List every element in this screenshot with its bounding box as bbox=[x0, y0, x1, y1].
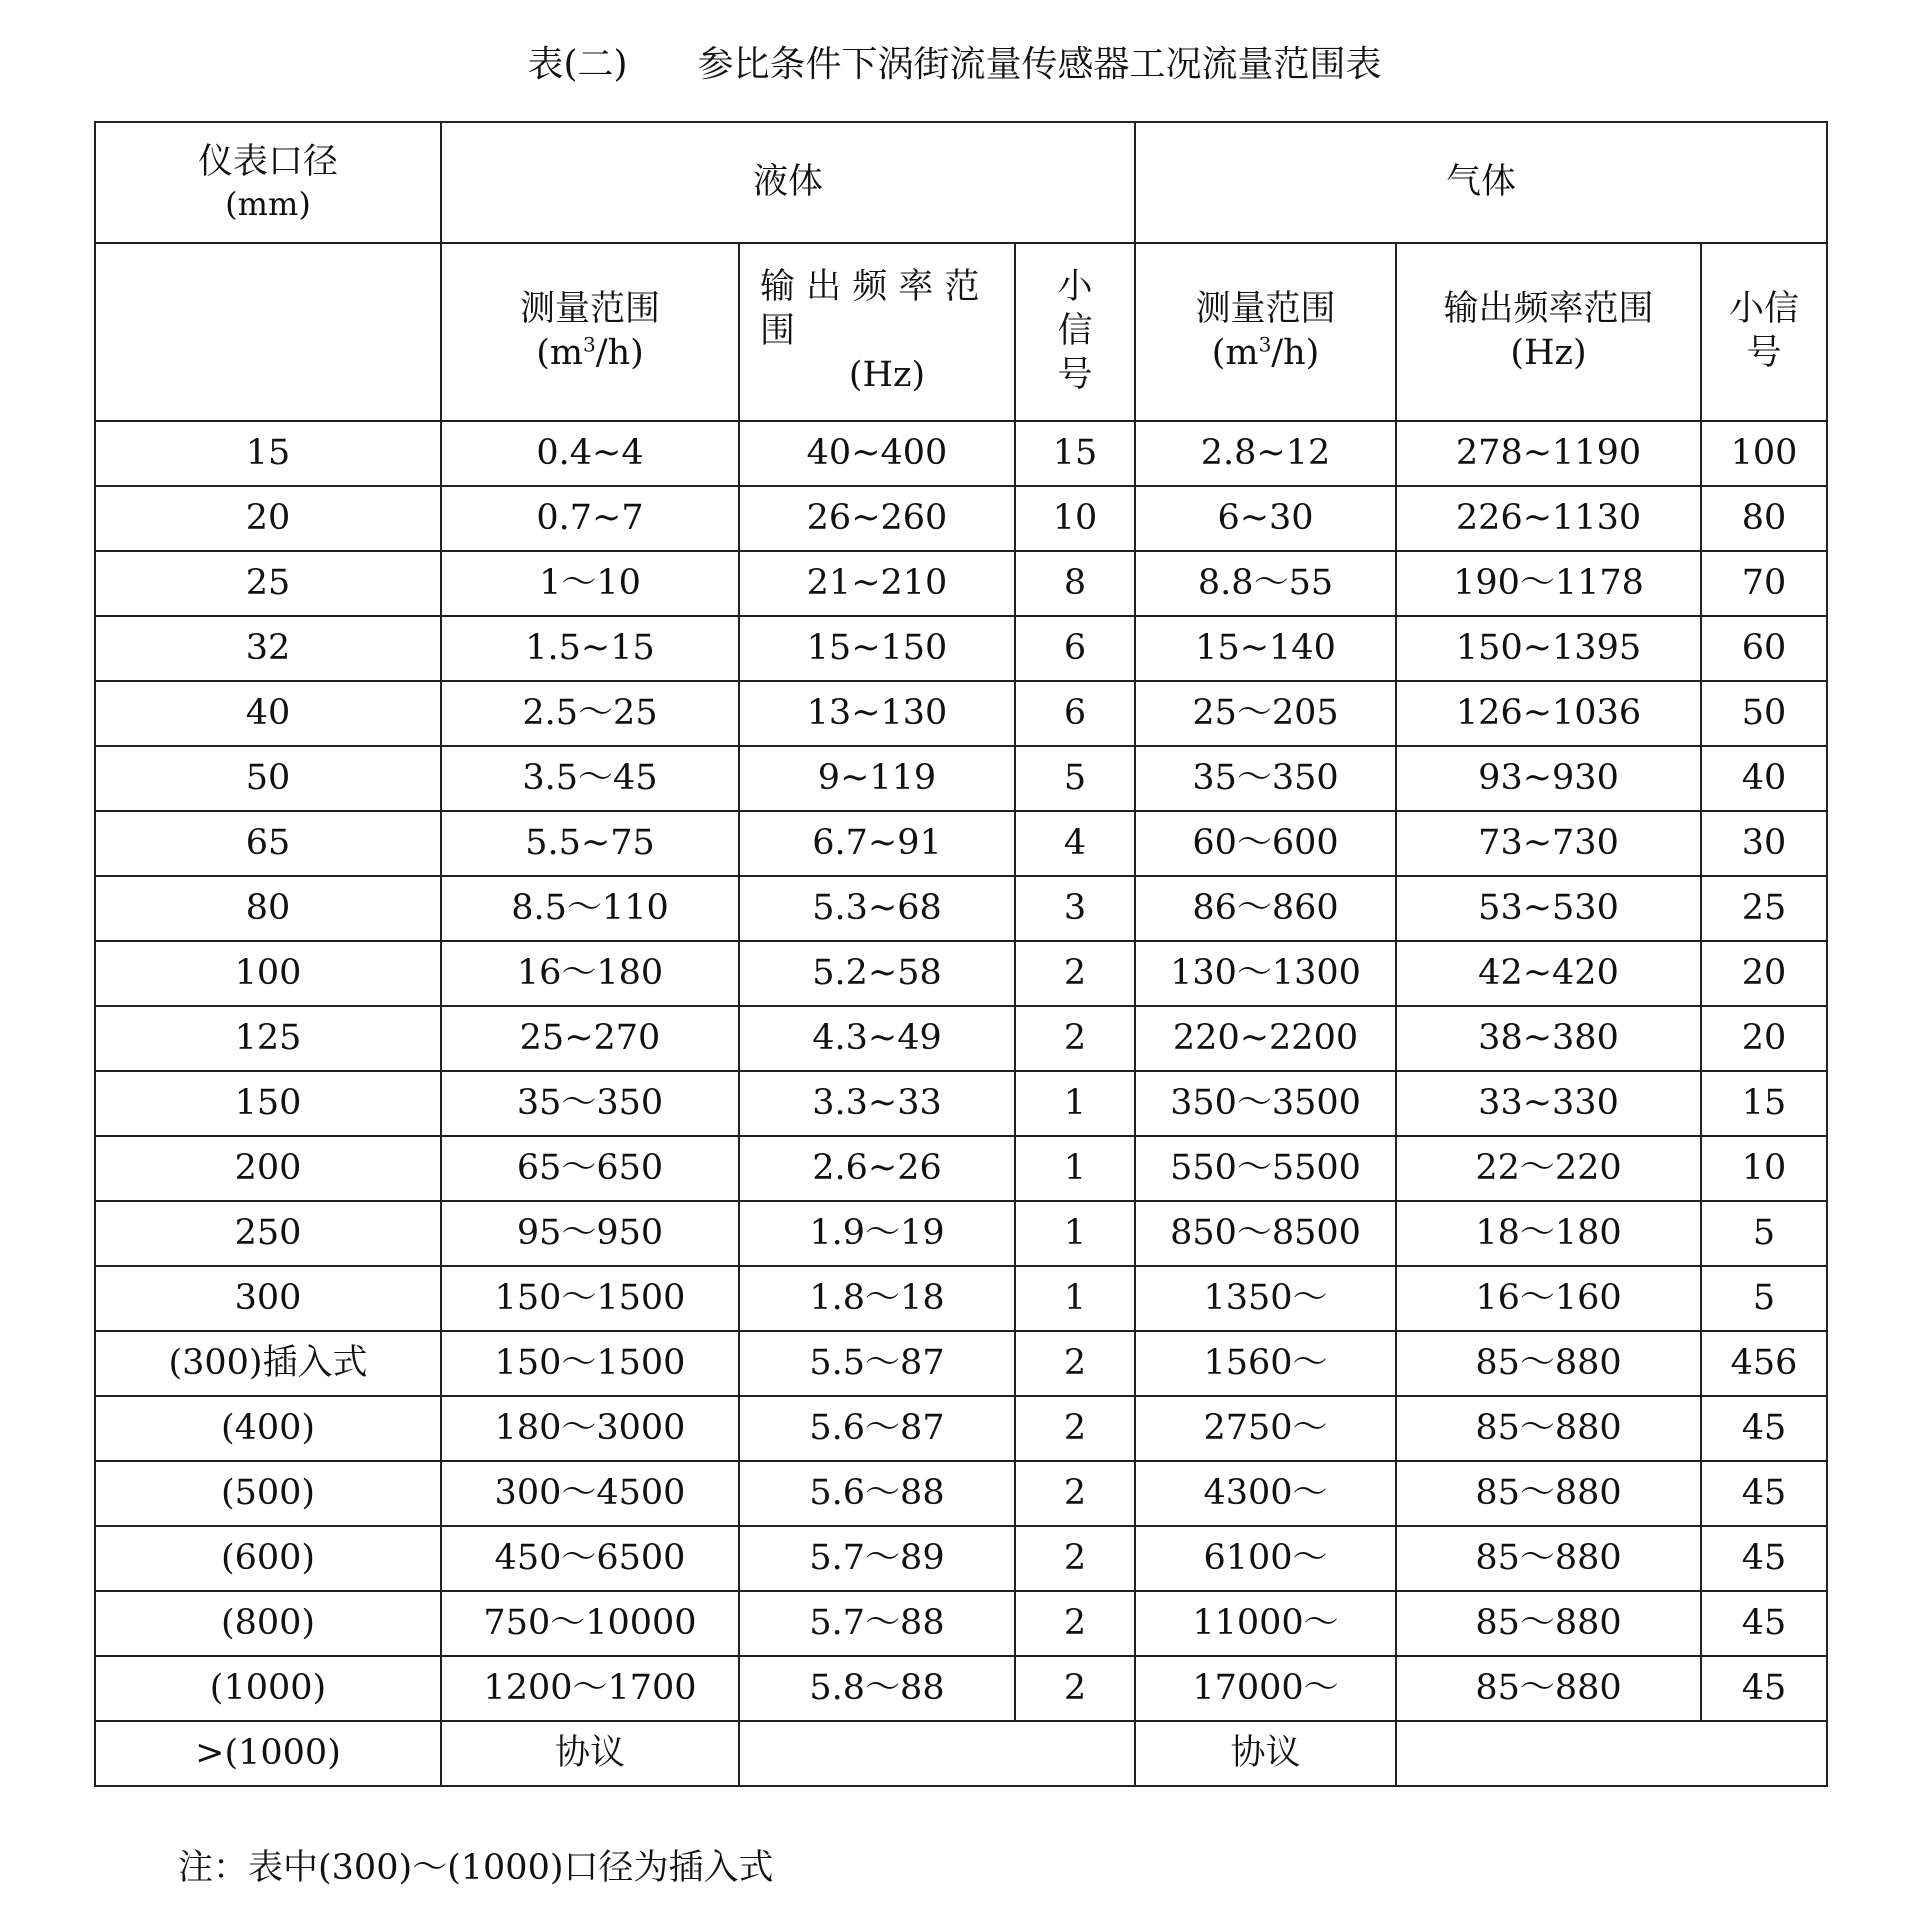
cell-liquid-freq: 1.8～18 bbox=[739, 1266, 1015, 1331]
cell-gas-small-signal: 40 bbox=[1701, 746, 1827, 811]
cell-liquid-small-signal: 2 bbox=[1015, 1396, 1135, 1461]
cell-diameter: 65 bbox=[95, 811, 441, 876]
cell-liquid-small-signal: 6 bbox=[1015, 616, 1135, 681]
cell-liquid-range: 2.5～25 bbox=[441, 681, 739, 746]
cell-liquid-small-signal: 2 bbox=[1015, 1656, 1135, 1721]
cell-gas-freq: 22～220 bbox=[1396, 1136, 1701, 1201]
cell-gas-range: 17000～ bbox=[1135, 1656, 1396, 1721]
cell-diameter: (600) bbox=[95, 1526, 441, 1591]
table-row bbox=[95, 941, 1827, 1006]
cell-liquid-range: 16～180 bbox=[441, 941, 739, 1006]
cell-empty bbox=[739, 1721, 1135, 1786]
cell-gas-freq: 85～880 bbox=[1396, 1461, 1701, 1526]
cell-liquid-freq: 5.6～87 bbox=[739, 1396, 1015, 1461]
cell-gas-freq: 85～880 bbox=[1396, 1396, 1701, 1461]
cell-diameter: 300 bbox=[95, 1266, 441, 1331]
cell-diameter: 20 bbox=[95, 486, 441, 551]
cell-liquid-range: 协议 bbox=[441, 1721, 739, 1786]
cell-gas-range: 8.8～55 bbox=[1135, 551, 1396, 616]
cell-liquid-freq: 5.7～88 bbox=[739, 1591, 1015, 1656]
cell-liquid-small-signal: 15 bbox=[1015, 421, 1135, 486]
cell-liquid-range: 1200～1700 bbox=[441, 1656, 739, 1721]
cell-gas-small-signal: 50 bbox=[1701, 681, 1827, 746]
cell-gas-range: 15~140 bbox=[1135, 616, 1396, 681]
table-caption: 参比条件下涡街流量传感器工况流量范围表 bbox=[697, 44, 1382, 85]
cell-diameter: (1000) bbox=[95, 1656, 441, 1721]
cell-gas-range: 850～8500 bbox=[1135, 1201, 1396, 1266]
cell-liquid-small-signal: 3 bbox=[1015, 876, 1135, 941]
cell-liquid-small-signal: 2 bbox=[1015, 1526, 1135, 1591]
cell-liquid-small-signal: 1 bbox=[1015, 1071, 1135, 1136]
cell-gas-range: 130～1300 bbox=[1135, 941, 1396, 1006]
cell-gas-freq: 18～180 bbox=[1396, 1201, 1701, 1266]
cell-diameter: (800) bbox=[95, 1591, 441, 1656]
cell-gas-freq: 190～1178 bbox=[1396, 551, 1701, 616]
cell-liquid-freq: 5.2~58 bbox=[739, 941, 1015, 1006]
cell-diameter: 50 bbox=[95, 746, 441, 811]
header-liquid: 液体 bbox=[441, 122, 1135, 243]
cell-gas-freq: 73~730 bbox=[1396, 811, 1701, 876]
cell-liquid-range: 1～10 bbox=[441, 551, 739, 616]
table-row bbox=[95, 1266, 1827, 1331]
header-gas-small-signal: 小信号 bbox=[1701, 243, 1827, 421]
table-row bbox=[95, 746, 1827, 811]
cell-gas-range: 350～3500 bbox=[1135, 1071, 1396, 1136]
cell-liquid-range: 750～10000 bbox=[441, 1591, 739, 1656]
table-row bbox=[95, 421, 1827, 486]
cell-gas-range: 550～5500 bbox=[1135, 1136, 1396, 1201]
cell-liquid-range: 0.4~4 bbox=[441, 421, 739, 486]
cell-diameter: 40 bbox=[95, 681, 441, 746]
cell-diameter: 250 bbox=[95, 1201, 441, 1266]
cell-gas-small-signal: 45 bbox=[1701, 1656, 1827, 1721]
cell-gas-small-signal: 10 bbox=[1701, 1136, 1827, 1201]
table-row bbox=[95, 1526, 1827, 1591]
cell-gas-small-signal: 456 bbox=[1701, 1331, 1827, 1396]
cell-diameter: 125 bbox=[95, 1006, 441, 1071]
cell-diameter: 200 bbox=[95, 1136, 441, 1201]
table-row bbox=[95, 876, 1827, 941]
cell-gas-range: 协议 bbox=[1135, 1721, 1396, 1786]
cell-gas-small-signal: 45 bbox=[1701, 1591, 1827, 1656]
header-liquid-range: 测量范围 $(m^3/h)$ bbox=[441, 243, 739, 421]
cell-gas-freq: 93~930 bbox=[1396, 746, 1701, 811]
cell-liquid-freq: 5.3~68 bbox=[739, 876, 1015, 941]
cell-diameter: (300)插入式 bbox=[95, 1331, 441, 1396]
table-row bbox=[95, 1201, 1827, 1266]
cell-diameter: 80 bbox=[95, 876, 441, 941]
cell-liquid-small-signal: 5 bbox=[1015, 746, 1135, 811]
table-row bbox=[95, 616, 1827, 681]
table-number: 表(二) bbox=[527, 44, 628, 85]
table-row bbox=[95, 1591, 1827, 1656]
cell-gas-small-signal: 60 bbox=[1701, 616, 1827, 681]
cell-gas-freq: 150~1395 bbox=[1396, 616, 1701, 681]
table-row bbox=[95, 1656, 1827, 1721]
cell-gas-small-signal: 100 bbox=[1701, 421, 1827, 486]
cell-liquid-range: 65～650 bbox=[441, 1136, 739, 1201]
header-row-2 bbox=[95, 243, 1827, 421]
cell-liquid-freq: 5.8～88 bbox=[739, 1656, 1015, 1721]
table-row bbox=[95, 1331, 1827, 1396]
cell-liquid-range: 25~270 bbox=[441, 1006, 739, 1071]
cell-liquid-range: 150～1500 bbox=[441, 1331, 739, 1396]
cell-diameter: >(1000) bbox=[95, 1721, 441, 1786]
flow-range-table bbox=[94, 121, 1828, 1787]
cell-gas-freq: 85～880 bbox=[1396, 1526, 1701, 1591]
cell-liquid-range: 95～950 bbox=[441, 1201, 739, 1266]
cell-liquid-range: 1.5~15 bbox=[441, 616, 739, 681]
cell-gas-freq: 85～880 bbox=[1396, 1331, 1701, 1396]
cell-gas-range: 4300～ bbox=[1135, 1461, 1396, 1526]
cell-gas-small-signal: 20 bbox=[1701, 1006, 1827, 1071]
cell-gas-small-signal: 70 bbox=[1701, 551, 1827, 616]
cell-gas-freq: 38~380 bbox=[1396, 1006, 1701, 1071]
cell-liquid-small-signal: 2 bbox=[1015, 1331, 1135, 1396]
cell-gas-freq: 126~1036 bbox=[1396, 681, 1701, 746]
header-diameter: 仪表口径 (mm) bbox=[95, 122, 441, 243]
cell-liquid-range: 450～6500 bbox=[441, 1526, 739, 1591]
header-gas-freq: 输出频率范围 (Hz) bbox=[1396, 243, 1701, 421]
cell-diameter: 150 bbox=[95, 1071, 441, 1136]
cell-liquid-small-signal: 2 bbox=[1015, 1006, 1135, 1071]
cell-liquid-small-signal: 2 bbox=[1015, 1591, 1135, 1656]
cell-gas-small-signal: 80 bbox=[1701, 486, 1827, 551]
cell-gas-freq: 42~420 bbox=[1396, 941, 1701, 1006]
cell-liquid-range: 3.5～45 bbox=[441, 746, 739, 811]
cell-liquid-freq: 6.7~91 bbox=[739, 811, 1015, 876]
header-liquid-small-signal: 小信号 bbox=[1015, 243, 1135, 421]
cell-gas-freq: 85～880 bbox=[1396, 1591, 1701, 1656]
table-row bbox=[95, 681, 1827, 746]
table-row bbox=[95, 1396, 1827, 1461]
cell-liquid-small-signal: 8 bbox=[1015, 551, 1135, 616]
cell-gas-freq: 226~1130 bbox=[1396, 486, 1701, 551]
cell-liquid-small-signal: 4 bbox=[1015, 811, 1135, 876]
cell-gas-small-signal: 25 bbox=[1701, 876, 1827, 941]
table-title bbox=[0, 36, 1909, 87]
cell-liquid-small-signal: 1 bbox=[1015, 1266, 1135, 1331]
cell-gas-range: 86～860 bbox=[1135, 876, 1396, 941]
cell-gas-range: 25～205 bbox=[1135, 681, 1396, 746]
cell-liquid-freq: 1.9～19 bbox=[739, 1201, 1015, 1266]
cell-liquid-small-signal: 2 bbox=[1015, 1461, 1135, 1526]
cell-gas-freq: 85～880 bbox=[1396, 1656, 1701, 1721]
cell-liquid-freq: 13~130 bbox=[739, 681, 1015, 746]
cell-liquid-range: 8.5～110 bbox=[441, 876, 739, 941]
cell-gas-range: 6~30 bbox=[1135, 486, 1396, 551]
cell-gas-small-signal: 45 bbox=[1701, 1396, 1827, 1461]
cell-gas-range: 2750～ bbox=[1135, 1396, 1396, 1461]
cell-liquid-small-signal: 2 bbox=[1015, 941, 1135, 1006]
cell-diameter: 25 bbox=[95, 551, 441, 616]
cell-liquid-freq: 5.5～87 bbox=[739, 1331, 1015, 1396]
table-row bbox=[95, 1461, 1827, 1526]
cell-diameter: 100 bbox=[95, 941, 441, 1006]
header-row-1 bbox=[95, 122, 1827, 243]
cell-liquid-range: 180～3000 bbox=[441, 1396, 739, 1461]
header-gas-range: 测量范围 $(m^3/h)$ bbox=[1135, 243, 1396, 421]
cell-liquid-freq: 2.6~26 bbox=[739, 1136, 1015, 1201]
cell-gas-small-signal: 15 bbox=[1701, 1071, 1827, 1136]
table-row bbox=[95, 1136, 1827, 1201]
cell-diameter: (500) bbox=[95, 1461, 441, 1526]
cell-gas-range: 60～600 bbox=[1135, 811, 1396, 876]
cell-gas-small-signal: 30 bbox=[1701, 811, 1827, 876]
cell-gas-small-signal: 5 bbox=[1701, 1201, 1827, 1266]
cell-liquid-small-signal: 6 bbox=[1015, 681, 1135, 746]
cell-liquid-small-signal: 1 bbox=[1015, 1136, 1135, 1201]
cell-gas-freq: 33~330 bbox=[1396, 1071, 1701, 1136]
cell-liquid-range: 150～1500 bbox=[441, 1266, 739, 1331]
table-row bbox=[95, 1071, 1827, 1136]
cell-liquid-range: 0.7~7 bbox=[441, 486, 739, 551]
cell-diameter: 15 bbox=[95, 421, 441, 486]
cell-liquid-freq: 9~119 bbox=[739, 746, 1015, 811]
cell-liquid-freq: 5.6～88 bbox=[739, 1461, 1015, 1526]
cell-gas-freq: 53~530 bbox=[1396, 876, 1701, 941]
cell-gas-small-signal: 45 bbox=[1701, 1461, 1827, 1526]
header-gas: 气体 bbox=[1135, 122, 1827, 243]
table-row bbox=[95, 811, 1827, 876]
cell-gas-small-signal: 5 bbox=[1701, 1266, 1827, 1331]
header-liquid-freq: 输 出 频 率 范 围 (Hz) bbox=[739, 243, 1015, 421]
cell-liquid-range: 300～4500 bbox=[441, 1461, 739, 1526]
cell-gas-small-signal: 20 bbox=[1701, 941, 1827, 1006]
cell-gas-small-signal: 45 bbox=[1701, 1526, 1827, 1591]
cell-liquid-freq: 5.7～89 bbox=[739, 1526, 1015, 1591]
cell-gas-range: 6100～ bbox=[1135, 1526, 1396, 1591]
table-row bbox=[95, 486, 1827, 551]
cell-liquid-freq: 4.3~49 bbox=[739, 1006, 1015, 1071]
cell-liquid-freq: 21~210 bbox=[739, 551, 1015, 616]
cell-gas-range: 1350～ bbox=[1135, 1266, 1396, 1331]
cell-liquid-freq: 15~150 bbox=[739, 616, 1015, 681]
cell-liquid-range: 35～350 bbox=[441, 1071, 739, 1136]
cell-liquid-freq: 26~260 bbox=[739, 486, 1015, 551]
cell-liquid-small-signal: 1 bbox=[1015, 1201, 1135, 1266]
cell-liquid-small-signal: 10 bbox=[1015, 486, 1135, 551]
cell-diameter: (400) bbox=[95, 1396, 441, 1461]
cell-gas-range: 2.8~12 bbox=[1135, 421, 1396, 486]
cell-gas-range: 11000～ bbox=[1135, 1591, 1396, 1656]
cell-liquid-range: 5.5~75 bbox=[441, 811, 739, 876]
table-row bbox=[95, 551, 1827, 616]
cell-gas-range: 35～350 bbox=[1135, 746, 1396, 811]
cell-empty bbox=[1396, 1721, 1827, 1786]
header-empty bbox=[95, 243, 441, 421]
table-row-last bbox=[95, 1721, 1827, 1786]
cell-gas-freq: 278~1190 bbox=[1396, 421, 1701, 486]
cell-liquid-freq: 3.3~33 bbox=[739, 1071, 1015, 1136]
cell-diameter: 32 bbox=[95, 616, 441, 681]
footnote: 注：表中(300)～(1000)口径为插入式 bbox=[178, 1848, 774, 1888]
cell-gas-range: 220~2200 bbox=[1135, 1006, 1396, 1071]
cell-gas-freq: 16～160 bbox=[1396, 1266, 1701, 1331]
table-row bbox=[95, 1006, 1827, 1071]
cell-gas-range: 1560～ bbox=[1135, 1331, 1396, 1396]
cell-liquid-freq: 40~400 bbox=[739, 421, 1015, 486]
